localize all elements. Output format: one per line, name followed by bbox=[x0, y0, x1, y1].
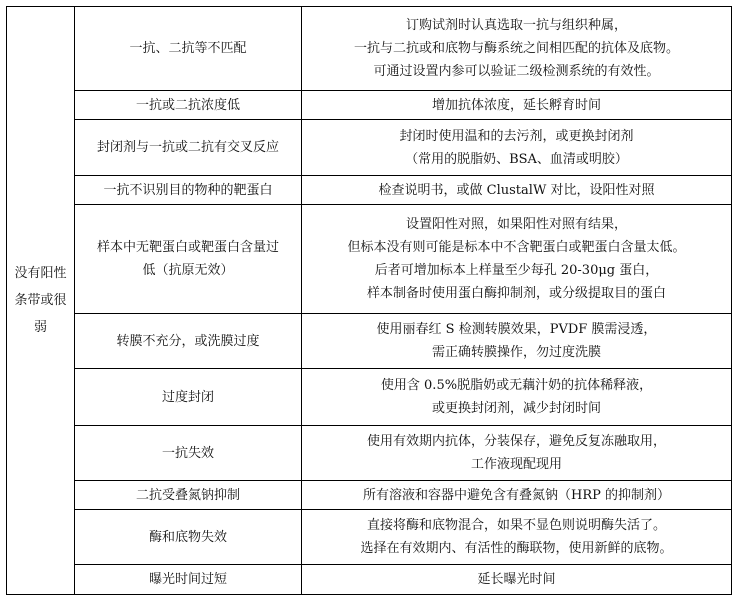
cause-cell bbox=[75, 91, 302, 120]
solution-cell bbox=[302, 91, 732, 120]
table-row bbox=[7, 7, 732, 91]
table-row bbox=[7, 369, 732, 426]
cause-text: 封闭剂与一抗或二抗有交叉反应 bbox=[96, 140, 279, 155]
table-row bbox=[7, 565, 732, 595]
solution-cell bbox=[302, 565, 732, 595]
solution-text: 所有溶液和容器中避免含有叠氮钠（HRP 的抑制剂） bbox=[362, 487, 670, 503]
solution-cell bbox=[302, 369, 732, 426]
table-row bbox=[7, 91, 732, 120]
solution-text: 设置阳性对照，如果阳性对照有结果， bbox=[405, 217, 627, 232]
cause-cell bbox=[75, 426, 302, 481]
cause-cell bbox=[75, 7, 302, 91]
symptom-cell bbox=[7, 7, 75, 595]
cause-cell bbox=[75, 565, 302, 595]
cause-text: 曝光时间过短 bbox=[148, 572, 227, 587]
table-row bbox=[7, 314, 732, 369]
cause-text: 样本中无靶蛋白或靶蛋白含量过 bbox=[96, 240, 279, 255]
cause-cell bbox=[75, 510, 302, 565]
solution-text: 选择在有效期内、有活性的酶联物，使用新鲜的底物。 bbox=[360, 541, 673, 556]
cause-text: 一抗失效 bbox=[161, 445, 214, 461]
solution-text: 增加抗体浓度，延长孵育时间 bbox=[431, 97, 601, 113]
solution-text: 封闭时使用温和的去污剂，或更换封闭剂 bbox=[399, 128, 634, 144]
cause-text: 过度封闭 bbox=[161, 389, 214, 405]
symptom-line: 条带或很 bbox=[14, 293, 67, 308]
table-row bbox=[7, 120, 732, 176]
solution-text: 延长曝光时间 bbox=[477, 572, 556, 587]
cause-text: 一抗或二抗浓度低 bbox=[135, 97, 240, 113]
table-row bbox=[7, 205, 732, 314]
solution-text: 使用丽春红 S 检测转膜效果，PVDF 膜需浸透， bbox=[376, 322, 657, 337]
cause-cell bbox=[75, 176, 302, 205]
troubleshooting-table-container bbox=[6, 6, 731, 595]
solution-text: 检查说明书，或做 ClustalW 对比，设阳性对照 bbox=[378, 182, 655, 198]
solution-text: 后者可增加标本上样量至少每孔 20-30μg 蛋白， bbox=[374, 263, 659, 278]
cause-cell bbox=[75, 120, 302, 176]
solution-cell bbox=[302, 176, 732, 205]
solution-text: 样本制备时使用蛋白酶抑制剂，或分级提取目的蛋白 bbox=[366, 286, 666, 301]
symptom-line: 弱 bbox=[33, 320, 47, 335]
solution-text: （常用的脱脂奶、BSA、血清或明胶） bbox=[405, 151, 628, 167]
table-row bbox=[7, 510, 732, 565]
solution-text: 订购试剂时认真选取一抗与组织种属， bbox=[405, 18, 627, 33]
solution-text: 直接将酶和底物混合，如果不显色则说明酶失活了。 bbox=[366, 518, 666, 533]
solution-cell bbox=[302, 120, 732, 176]
cause-text: 二抗受叠氮钠抑制 bbox=[135, 487, 240, 503]
cause-text: 一抗不识别目的物种的靶蛋白 bbox=[103, 182, 273, 198]
cause-text: 低（抗原无效） bbox=[142, 263, 234, 278]
cause-cell bbox=[75, 314, 302, 369]
solution-text: 使用含 0.5%脱脂奶或无藕汁奶的抗体稀释液， bbox=[380, 378, 653, 393]
solution-text: 或更换封闭剂，减少封闭时间 bbox=[431, 401, 601, 416]
cause-text: 转膜不充分，或洗膜过度 bbox=[116, 333, 260, 349]
solution-cell bbox=[302, 314, 732, 369]
solution-cell bbox=[302, 481, 732, 510]
table-row bbox=[7, 481, 732, 510]
solution-cell bbox=[302, 205, 732, 314]
troubleshooting-table bbox=[6, 6, 732, 595]
solution-text: 可通过设置内参可以验证二级检测系统的有效性。 bbox=[373, 64, 660, 79]
cause-cell bbox=[75, 481, 302, 510]
solution-text: 使用有效期内抗体，分装保存，避免反复冻融取用， bbox=[366, 434, 666, 449]
cause-text: 一抗、二抗等不匹配 bbox=[129, 41, 247, 56]
solution-cell bbox=[302, 510, 732, 565]
table-row bbox=[7, 176, 732, 205]
solution-cell bbox=[302, 426, 732, 481]
solution-cell bbox=[302, 7, 732, 91]
cause-cell bbox=[75, 205, 302, 314]
cause-cell bbox=[75, 369, 302, 426]
solution-text: 需正确转膜操作，勿过度洗膜 bbox=[431, 345, 601, 360]
solution-text: 但标本没有则可能是标本中不含靶蛋白或靶蛋白含量太低。 bbox=[347, 240, 686, 255]
table-row bbox=[7, 426, 732, 481]
symptom-line: 没有阳性 bbox=[14, 266, 67, 281]
cause-text: 酶和底物失效 bbox=[148, 529, 227, 545]
solution-text: 一抗与二抗或和底物与酶系统之间相匹配的抗体及底物。 bbox=[353, 41, 679, 56]
solution-text: 工作液现配现用 bbox=[470, 457, 562, 472]
